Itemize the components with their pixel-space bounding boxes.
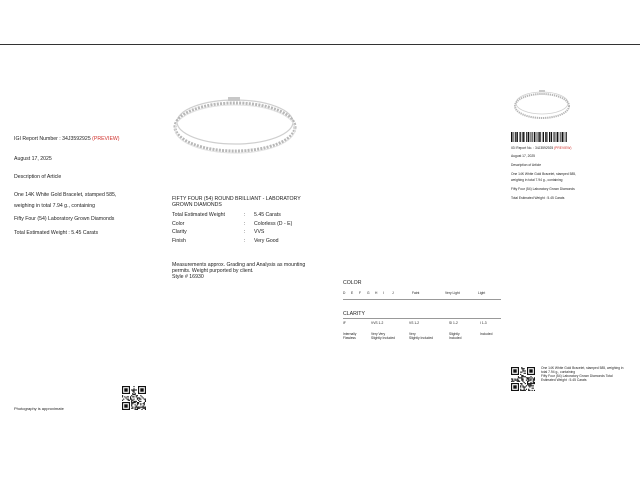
clarity-grade: VVS 1-2: [371, 321, 384, 325]
top-rule: [0, 44, 640, 45]
qr-description-line: total 7.94 g., containing: [541, 370, 576, 374]
measurement-note: Measurements approx. Grading and Analysis as mounting: [172, 262, 306, 268]
color-grade: I: [383, 291, 384, 295]
report-date: August 17, 2025: [511, 154, 536, 158]
style-number: Style # 16930: [172, 274, 204, 280]
grading-value: VVS: [254, 229, 265, 235]
color-scale-title: COLOR: [343, 280, 362, 286]
qr-description-line: One 14K White Gold Bracelet, stamped 585, weighing in: [541, 366, 624, 370]
clarity-desc: Very Very: [371, 332, 386, 336]
description-line: One 14K White Gold Bracelet, stamped 585,: [511, 172, 577, 176]
description-line: Fifty Four (54) Laboratory Grown Diamonds: [14, 216, 115, 222]
report-number-label: IGI Report No. : 34J3592925: [511, 146, 554, 150]
grading-label: Color: [172, 220, 185, 227]
bracelet-thumbnail: [512, 86, 572, 122]
description-line: Total Estimated Weight : 5.45 Carats: [14, 230, 99, 236]
preview-tag: (PREVIEW): [92, 136, 120, 142]
bracelet-photo: [170, 90, 300, 158]
grading-value: 5.45 Carats: [254, 212, 281, 218]
color-term: Faint: [412, 291, 420, 295]
grading-label: Total Estimated Weight: [172, 212, 225, 218]
description-line: Total Estimated Weight : 5.45 Carats: [511, 196, 565, 200]
description-line: Fifty Four (54) Laboratory Grown Diamonds: [511, 187, 575, 191]
item-title-line: FIFTY FOUR (54) ROUND BRILLIANT - LABORATORY: [172, 196, 301, 202]
clarity-desc: Internally: [343, 332, 357, 336]
color-grade: H: [375, 291, 378, 295]
description-line: weighing in total 7.94 g., containing: [14, 203, 96, 209]
clarity-grade: VS 1-2: [409, 321, 420, 325]
grading-label: Clarity: [172, 229, 187, 235]
photo-note: Photography is approximate: [14, 406, 64, 411]
clarity-scale: [343, 321, 503, 343]
color-grade: F: [359, 291, 362, 295]
clarity-scale-rule: [343, 318, 501, 319]
clarity-desc: Slightly Included: [409, 336, 434, 340]
qr-description-line: Fifty Four (54) Laboratory Grown Diamonds Total: [541, 374, 613, 378]
description-heading: Description of Article: [14, 174, 62, 180]
clarity-desc: Included: [449, 336, 462, 340]
color-scale: [343, 291, 503, 299]
color-grade: E: [351, 291, 354, 295]
grading-separator: :: [244, 237, 246, 244]
clarity-scale-title: CLARITY: [343, 311, 365, 317]
grading-value: Very Good: [254, 237, 279, 244]
clarity-desc: Flawless: [343, 336, 356, 340]
report-number-label: IGI Report Number : 34J3592925: [14, 136, 91, 142]
color-grade: G: [367, 291, 370, 295]
report-number-small: [511, 146, 571, 150]
description-line: weighing in total 7.94 g., containing: [511, 178, 563, 182]
item-title-line: GROWN DIAMONDS: [172, 202, 222, 208]
grading-separator: :: [244, 220, 246, 227]
clarity-desc: Slightly Included: [371, 336, 396, 340]
measurement-note: permits. Weight purported by client.: [172, 268, 254, 274]
clarity-desc: Very: [409, 332, 416, 336]
preview-tag: (PREVIEW): [554, 146, 572, 150]
color-scale-rule: [343, 299, 501, 300]
color-grade: J: [392, 291, 394, 295]
description-line: One 14K White Gold Bracelet, stamped 585,: [14, 192, 117, 198]
clarity-grade: SI 1-2: [449, 321, 458, 325]
qr-code-icon: [511, 367, 535, 391]
grading-separator: :: [244, 212, 246, 218]
clarity-grade: IF: [343, 321, 346, 325]
report-number: [14, 136, 120, 143]
grading-label: Finish: [172, 237, 186, 244]
qr-code-icon: [122, 386, 146, 410]
report-date: August 17, 2025: [14, 156, 52, 162]
grading-table: [172, 212, 292, 244]
description-heading: Description of Article: [511, 163, 542, 167]
clarity-grade: I 1-3: [480, 321, 487, 325]
clarity-desc: Included: [480, 332, 493, 336]
color-grade: D: [343, 291, 346, 295]
color-term: Very Light: [445, 291, 460, 295]
qr-description-line: Estimated Weight : 5.45 Carats: [541, 378, 587, 382]
barcode-icon: [511, 132, 567, 142]
clarity-desc: Slightly: [449, 332, 460, 336]
color-term: Light: [478, 291, 486, 295]
grading-separator: :: [244, 229, 246, 235]
grading-value: Colorless (D - E): [254, 220, 293, 227]
